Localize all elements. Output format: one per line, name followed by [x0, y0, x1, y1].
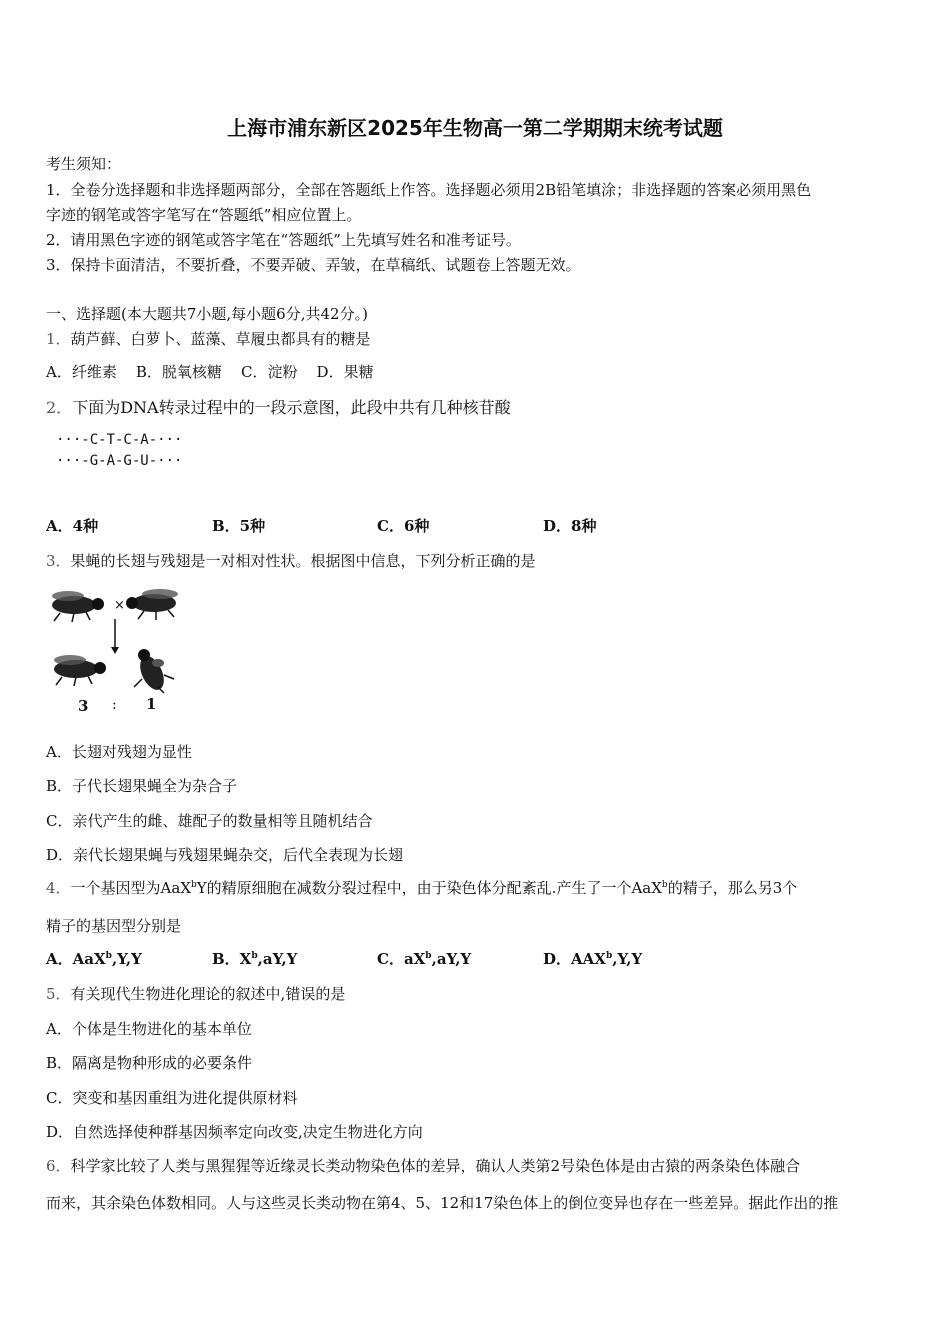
cross-symbol: × [114, 598, 125, 613]
q6-number: 6． [46, 1157, 71, 1175]
q3-number: 3． [46, 552, 71, 570]
ratio-right: 1 [146, 695, 157, 713]
offspring-long-wing-fly [54, 655, 106, 686]
q4-stem-line-1 [46, 877, 797, 898]
page-title: 上海市浦东新区2025年生物高一第二学期期末统考试题 [227, 116, 723, 140]
notice-heading: 考生须知： [46, 155, 122, 173]
q4-option-b [212, 948, 297, 969]
q4-option-a-rest: ,Y,Y [111, 950, 142, 968]
parent-long-wing-fly [52, 591, 104, 622]
section-heading: 一、选择题(本大题共7小题,每小题6分,共42分。) [46, 305, 368, 323]
rna-strand: ···-G-A-G-U-··· [56, 453, 183, 469]
notice-line-3: 3．保持卡面清洁，不要折叠，不要弄破、弄皱，在草稿纸、试题卷上答题无效。 [46, 256, 581, 274]
q4-text-c: 的精子，那么另3个 [667, 879, 798, 897]
q4-option-c-text: C．aX [377, 950, 426, 968]
q4-option-d-sup: b [605, 951, 613, 961]
q3-option-a: A．长翅对残翅为显性 [46, 743, 192, 761]
q4-option-a-sup: b [105, 951, 112, 961]
notice-line-1a: 1．全卷分选择题和非选择题两部分，全部在答题纸上作答。选择题必须用2B铅笔填涂；非选择题的答案必须用黑色 [46, 181, 812, 199]
q6-stem-line-2: 而来，其余染色体数相同。人与这些灵长类动物在第4、5、12和17染色体上的倒位变异也存在一些差异。据此作出的推 [46, 1194, 839, 1212]
q5-option-c: C．突变和基因重组为进化提供原材料 [46, 1089, 298, 1107]
q2-option-c: C．6种 [377, 517, 430, 535]
q6-text-1: 科学家比较了人类与黑猩猩等近缘灵长类动物染色体的差异，确认人类第2号染色体是由古猿的两条染色体融合 [70, 1157, 801, 1175]
q4-option-b-rest: ,aY,Y [257, 950, 298, 968]
q5-text: 有关现代生物进化理论的叙述中,错误的是 [70, 985, 346, 1003]
q2-option-d: D．8种 [543, 517, 597, 535]
q4-option-d [543, 948, 642, 969]
q5-option-d: D．自然选择使种群基因频率定向改变,决定生物进化方向 [46, 1123, 423, 1141]
q4-option-b-text: B．X [212, 950, 252, 968]
q5-number: 5． [46, 985, 71, 1003]
arrow-down-icon [111, 619, 119, 654]
fruit-fly-cross-figure [46, 583, 186, 719]
q2-stem [46, 395, 511, 418]
q4-option-b-sup: b [251, 951, 258, 961]
q2-option-a: A．4种 [46, 517, 99, 535]
q2-text: 下面为DNA转录过程中的一段示意图，此段中共有几种核苷酸 [72, 398, 511, 417]
q4-text-a: 一个基因型为AaX [70, 879, 192, 897]
q2-number: 2． [46, 398, 73, 417]
q3-option-b: B．子代长翅果蝇全为杂合子 [46, 777, 238, 795]
q3-stem [46, 550, 536, 571]
parent-vestigial-wing-fly [126, 589, 178, 620]
q4-number: 4． [46, 879, 71, 897]
q4-option-d-rest: ,Y,Y [612, 950, 643, 968]
q4-sup-2: b [661, 880, 668, 890]
dna-strand: ···-C-T-C-A-··· [56, 432, 183, 448]
ratio-separator: : [112, 697, 117, 713]
q6-stem-line-1 [46, 1155, 800, 1176]
q1-stem [46, 328, 371, 349]
q3-option-c: C．亲代产生的雌、雄配子的数量相等且随机结合 [46, 812, 373, 830]
q4-option-a-text: A．AaX [46, 950, 106, 968]
q4-stem-line-2: 精子的基因型分别是 [46, 917, 182, 935]
notice-line-1b: 字迹的钢笔或答字笔写在“答题纸”相应位置上。 [46, 206, 362, 224]
q3-option-d: D．亲代长翅果蝇与残翅果蝇杂交，后代全表现为长翅 [46, 846, 404, 864]
q4-sup-1: b [191, 880, 197, 890]
q1-number: 1． [46, 330, 71, 348]
q4-option-d-text: D．AAX [543, 950, 606, 968]
ratio-left: 3 [78, 697, 89, 715]
q4-text-b: Y的精原细胞在减数分裂过程中，由于染色体分配紊乱.产生了一个AaX [196, 879, 662, 897]
notice-line-2: 2．请用黑色字迹的钢笔或答字笔在“答题纸”上先填写姓名和准考证号。 [46, 231, 521, 249]
q2-option-b: B．5种 [212, 517, 266, 535]
q5-option-b: B．隔离是物种形成的必要条件 [46, 1054, 253, 1072]
q5-stem [46, 983, 345, 1004]
q1-text: 葫芦藓、白萝卜、蓝藻、草履虫都具有的糖是 [70, 330, 371, 348]
q4-option-c-rest: ,aY,Y [431, 950, 472, 968]
q4-option-c [377, 948, 471, 969]
offspring-vestigial-wing-fly [134, 649, 174, 694]
q3-text: 果蝇的长翅与残翅是一对相对性状。根据图中信息，下列分析正确的是 [70, 552, 536, 570]
q1-options: A．纤维素 B．脱氧核糖 C．淀粉 D．果糖 [46, 363, 374, 381]
q5-option-a: A．个体是生物进化的基本单位 [46, 1020, 252, 1038]
q4-option-c-sup: b [425, 951, 432, 961]
q4-option-a [46, 948, 142, 969]
